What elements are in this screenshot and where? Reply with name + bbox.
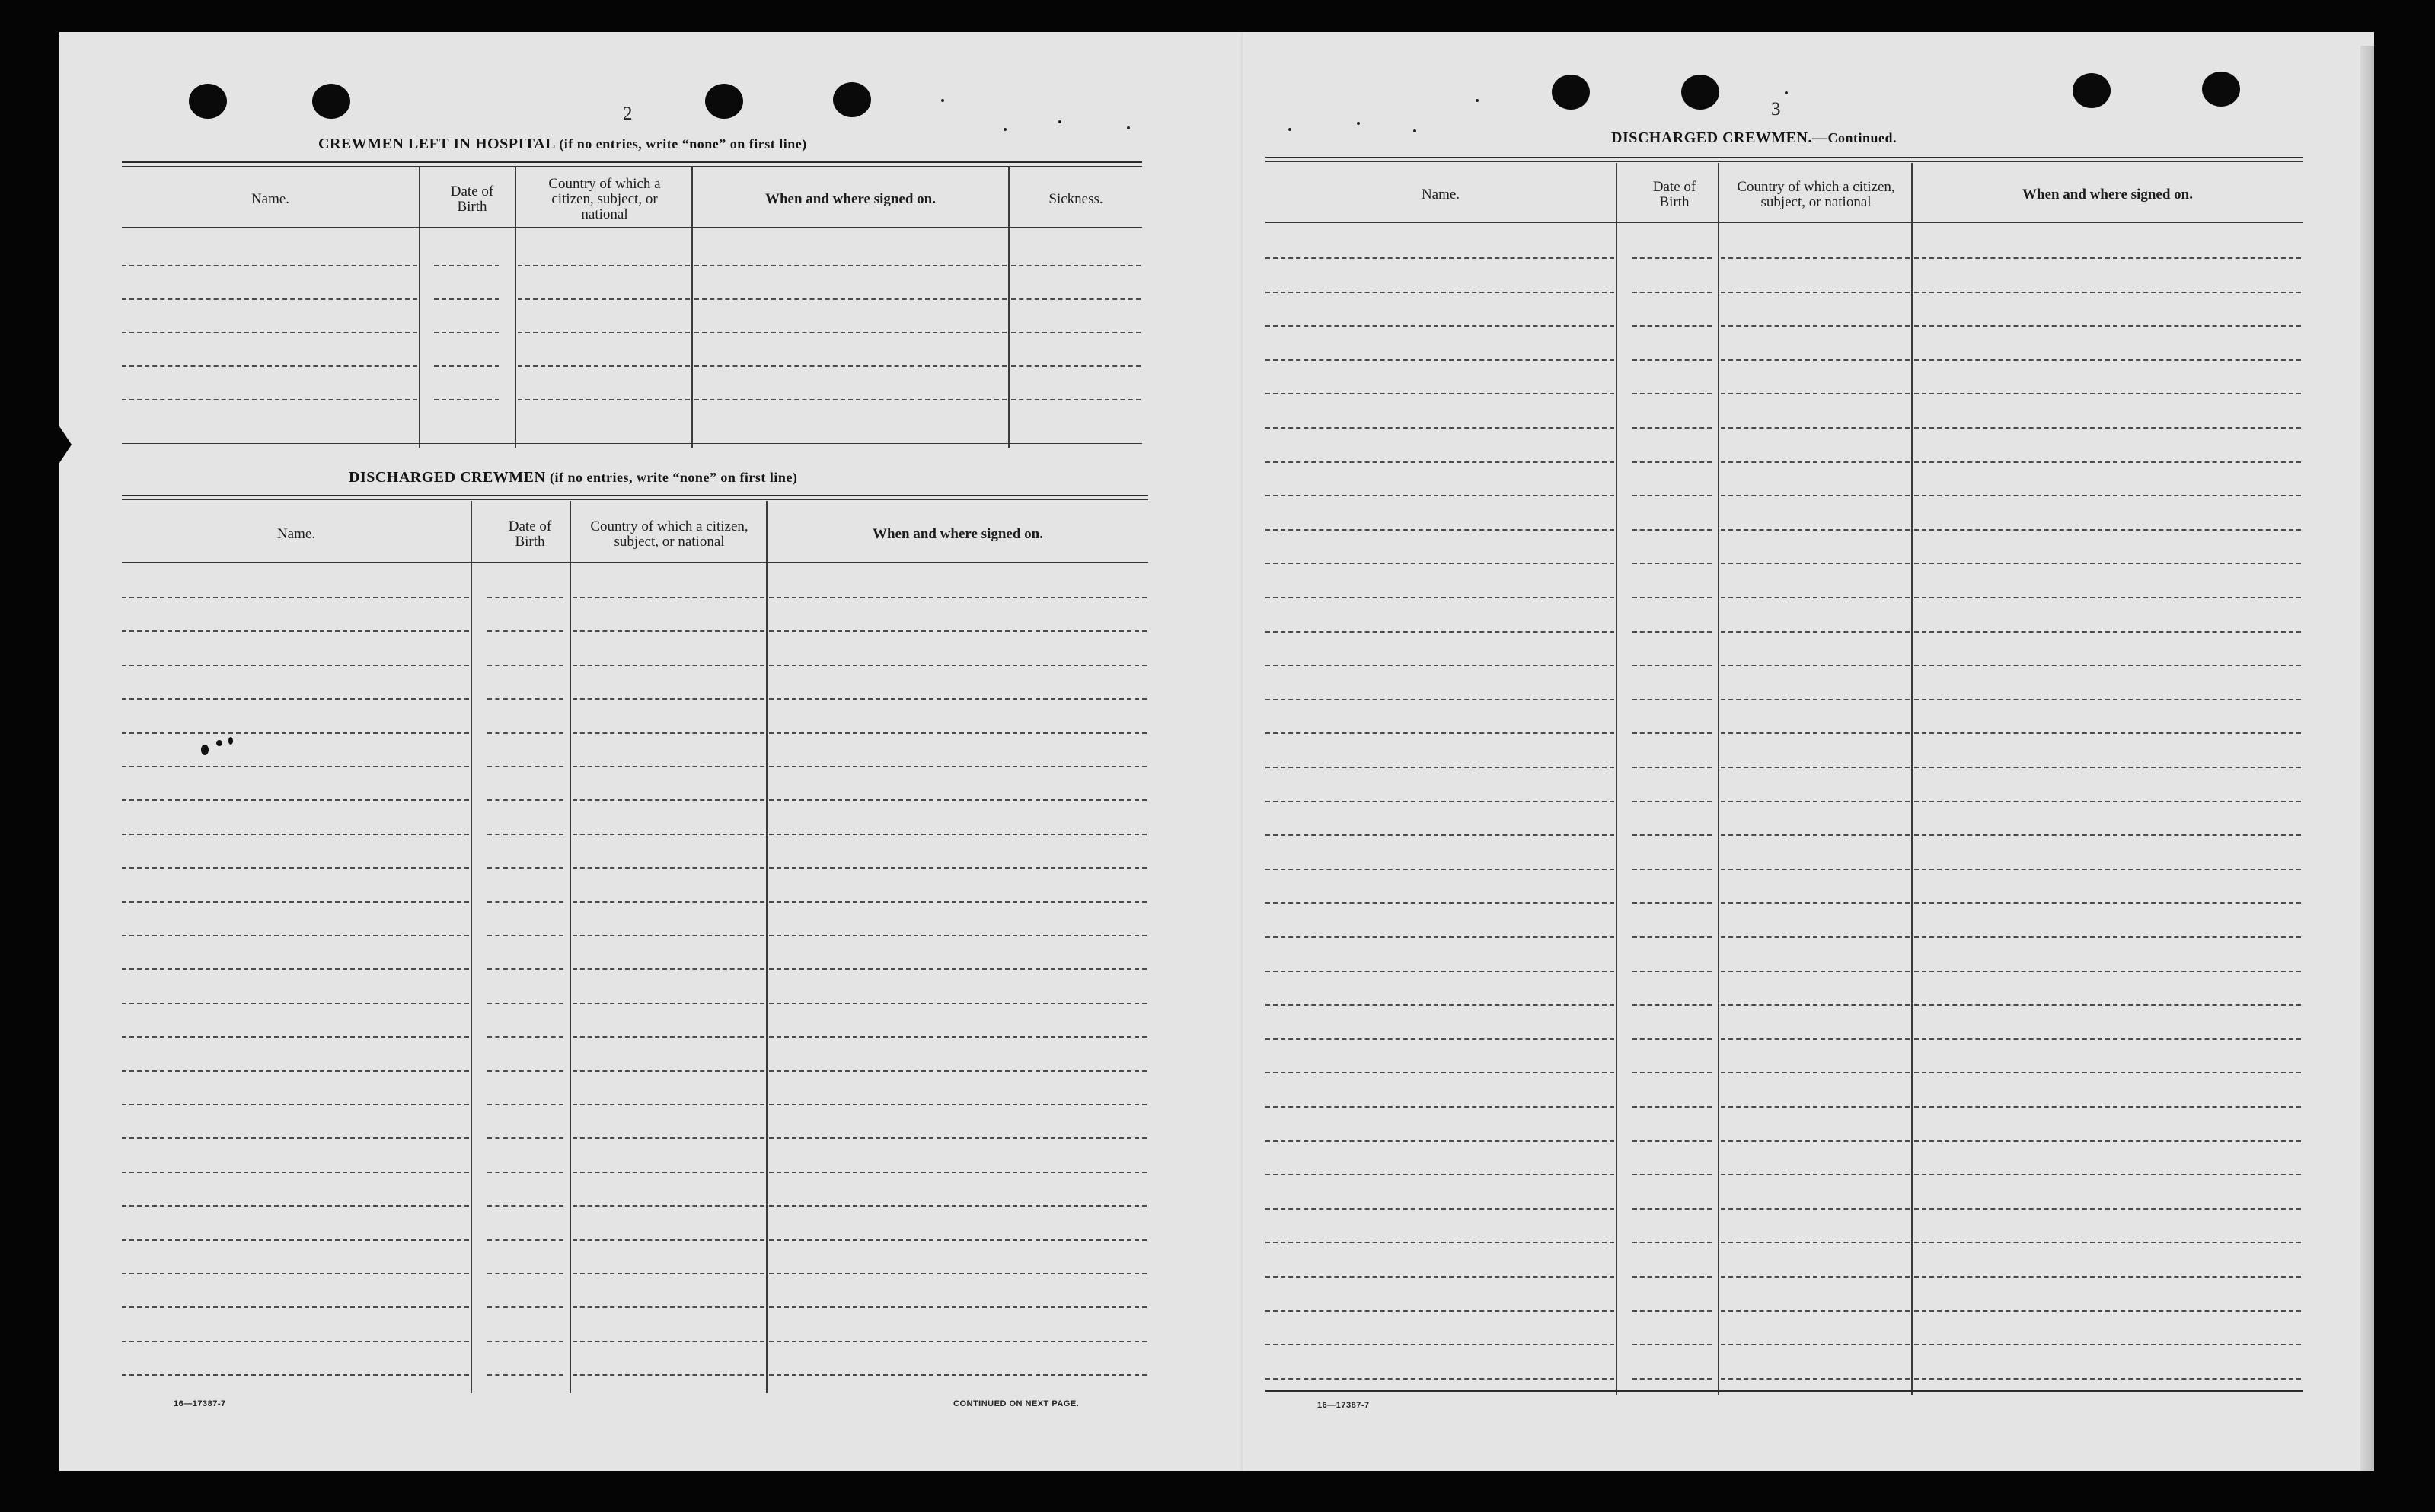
entry-line [1632, 1038, 1712, 1040]
discharged-table-right [1265, 157, 2303, 1395]
entry-line [1721, 665, 1910, 666]
entry-line [1632, 1072, 1712, 1073]
entry-line [1721, 359, 1910, 361]
section-title-text: CREWMEN LEFT IN HOSPITAL [318, 136, 555, 152]
entry-line [1265, 427, 1614, 429]
entry-line [1914, 631, 2301, 633]
entry-line [1632, 1344, 1712, 1345]
entry-line [573, 1137, 764, 1139]
entry-line [1632, 801, 1712, 802]
entry-line [1914, 1208, 2301, 1210]
entry-line [487, 1137, 563, 1139]
entry-line [1914, 563, 2301, 564]
entry-line [573, 766, 764, 767]
entry-line [1721, 325, 1910, 327]
entry-line [1721, 1072, 1910, 1073]
entry-line [573, 630, 764, 632]
column-header-country: Country of which a citizen, subject, or national [1737, 179, 1895, 210]
entry-line [1265, 359, 1614, 361]
entry-line [1265, 699, 1614, 700]
hospital-table [122, 161, 1142, 448]
entry-line [122, 766, 469, 767]
entry-line [487, 935, 563, 936]
page-number-right: 3 [1771, 99, 1781, 120]
speck [1476, 99, 1479, 102]
entry-line [1914, 869, 2301, 870]
entry-line [1265, 1106, 1614, 1108]
entry-line [573, 1172, 764, 1173]
entry-line [769, 1070, 1147, 1072]
entry-line [1632, 971, 1712, 972]
entry-line [122, 1341, 469, 1342]
entry-line [573, 732, 764, 734]
entry-line [1914, 1038, 2301, 1040]
entry-line [1632, 902, 1712, 904]
speck [1785, 91, 1788, 94]
entry-line [1721, 563, 1910, 564]
entry-line [769, 597, 1147, 598]
entry-line [1265, 393, 1614, 394]
entry-line [1265, 936, 1614, 938]
punch-hole [312, 84, 350, 119]
entry-line [769, 1239, 1147, 1241]
entry-line [487, 1341, 563, 1342]
entry-line [1265, 529, 1614, 531]
entry-line [122, 597, 469, 598]
column-header-sickness: Sickness. [1048, 191, 1103, 207]
entry-line [573, 1070, 764, 1072]
entry-line [1914, 732, 2301, 734]
entry-line [1632, 393, 1712, 394]
entry-line [1721, 1344, 1910, 1345]
entry-line [1632, 427, 1712, 429]
entry-line [1632, 869, 1712, 870]
entry-line [1265, 325, 1614, 327]
entry-line [1914, 1174, 2301, 1175]
entry-line [1721, 1208, 1910, 1210]
entry-line [1632, 631, 1712, 633]
entry-line [1721, 1174, 1910, 1175]
entry-line [573, 1205, 764, 1207]
speck [1413, 129, 1416, 132]
entry-line [487, 732, 563, 734]
entry-line [1265, 563, 1614, 564]
entry-line [487, 867, 563, 869]
entry-line [1914, 359, 2301, 361]
entry-line [122, 1036, 469, 1038]
column-header-name: Name. [276, 526, 316, 542]
paper-notch [59, 426, 72, 463]
entry-line [1265, 292, 1614, 293]
entry-line [1721, 257, 1910, 259]
entry-line [1632, 359, 1712, 361]
entry-line [1632, 563, 1712, 564]
entry-line [573, 1036, 764, 1038]
punch-hole [189, 84, 227, 119]
entry-line [769, 1003, 1147, 1004]
entry-line [573, 1239, 764, 1241]
entry-line [1265, 1072, 1614, 1073]
entry-line [1914, 1106, 2301, 1108]
entry-line [487, 1003, 563, 1004]
entry-line [1632, 699, 1712, 700]
entry-line [1914, 257, 2301, 259]
ink-mark [201, 745, 209, 755]
entry-line [769, 867, 1147, 869]
entry-line [769, 1205, 1147, 1207]
entry-line [1914, 495, 2301, 496]
entry-line [1632, 1004, 1712, 1006]
entry-line [1721, 971, 1910, 972]
entry-line [1914, 665, 2301, 666]
entry-line [487, 1036, 563, 1038]
entry-line [1265, 1174, 1614, 1175]
page-fold [1241, 32, 1244, 1471]
entry-line [1914, 292, 2301, 293]
entry-line [1265, 495, 1614, 496]
column-header-date-of-birth: Date of Birth [508, 518, 552, 550]
entry-line [1721, 461, 1910, 463]
entry-line [1721, 1310, 1910, 1312]
entry-line [769, 1104, 1147, 1105]
entry-line [122, 665, 469, 666]
entry-line [487, 766, 563, 767]
entry-line [573, 901, 764, 903]
entry-line [1632, 1276, 1712, 1278]
column-header-signed-on: When and where signed on. [764, 191, 936, 207]
entry-line [487, 1374, 563, 1376]
entry-line [1914, 597, 2301, 598]
entry-line [1265, 801, 1614, 802]
entry-line [769, 1036, 1147, 1038]
entry-line [573, 867, 764, 869]
entry-line [1914, 461, 2301, 463]
entry-line [573, 935, 764, 936]
entry-line [1721, 1038, 1910, 1040]
entry-line [122, 698, 469, 700]
entry-line [122, 799, 469, 801]
entry-line [1914, 1276, 2301, 1278]
punch-hole [833, 82, 871, 117]
entry-line [1632, 1140, 1712, 1142]
speck [941, 99, 944, 102]
entry-line [769, 732, 1147, 734]
entry-line [573, 1306, 764, 1308]
entry-line [122, 1104, 469, 1105]
entry-line [1265, 902, 1614, 904]
entry-line [1721, 631, 1910, 633]
entry-line [573, 834, 764, 835]
speck [1058, 120, 1061, 123]
entry-line [1721, 732, 1910, 734]
entry-line [1914, 325, 2301, 327]
entry-line [1632, 1378, 1712, 1380]
entry-line [1721, 292, 1910, 293]
entry-line [1632, 1174, 1712, 1175]
column-header-country: Country of which a citizen, subject, or national [590, 518, 748, 550]
column-header-date-of-birth: Date of Birth [450, 183, 494, 215]
entry-line [1265, 1242, 1614, 1243]
entry-line [1914, 427, 2301, 429]
entry-line [1632, 325, 1712, 327]
entry-line [1721, 393, 1910, 394]
form-number-left: 16—17387-7 [174, 1399, 226, 1408]
entry-line [122, 1273, 469, 1274]
entry-line [769, 766, 1147, 767]
entry-line [573, 597, 764, 598]
entry-line [1914, 1242, 2301, 1243]
entry-line [1914, 1004, 2301, 1006]
entry-line [573, 1341, 764, 1342]
entry-line [1914, 767, 2301, 768]
entry-line [122, 1070, 469, 1072]
ink-mark [216, 740, 222, 746]
section-title-text: DISCHARGED CREWMEN [349, 469, 546, 486]
entry-line [1914, 393, 2301, 394]
entry-line [1265, 1378, 1614, 1380]
form-number-right: 16—17387-7 [1317, 1401, 1370, 1410]
discharged-table-left [122, 495, 1148, 1393]
entry-line [769, 1306, 1147, 1308]
entry-line [1632, 834, 1712, 836]
entry-line [1265, 1004, 1614, 1006]
entry-line [1721, 936, 1910, 938]
speck [1004, 128, 1007, 131]
entry-line [1632, 257, 1712, 259]
entry-line [122, 1003, 469, 1004]
entry-line [1914, 529, 2301, 531]
punch-hole [1681, 75, 1719, 110]
entry-line [573, 1104, 764, 1105]
entry-line [573, 799, 764, 801]
punch-hole [705, 84, 743, 119]
entry-line [1721, 699, 1910, 700]
entry-line [769, 698, 1147, 700]
entry-line [1914, 1378, 2301, 1380]
entry-line [769, 1341, 1147, 1342]
entry-line [1265, 869, 1614, 870]
entry-line [1632, 665, 1712, 666]
punch-hole [1552, 75, 1590, 110]
entry-line [1721, 801, 1910, 802]
speck [1288, 128, 1291, 131]
entry-line [122, 1306, 469, 1308]
entry-line [1914, 801, 2301, 802]
entry-line [769, 665, 1147, 666]
entry-line [122, 1205, 469, 1207]
section-title-discharged-continued [1611, 129, 1897, 147]
section-title-text: DISCHARGED CREWMEN.— [1611, 129, 1828, 146]
page-number-left: 2 [623, 104, 633, 124]
speck [1127, 126, 1130, 129]
entry-line [769, 1172, 1147, 1173]
entry-line [122, 867, 469, 869]
entry-line [487, 597, 563, 598]
entry-line [487, 968, 563, 970]
punch-hole [2202, 72, 2240, 107]
entry-line [1265, 257, 1614, 259]
entry-line [769, 1374, 1147, 1376]
entry-line [1265, 1038, 1614, 1040]
entry-line [1632, 461, 1712, 463]
entry-line [769, 630, 1147, 632]
entry-line [1632, 1310, 1712, 1312]
entry-line [769, 799, 1147, 801]
entry-line [1721, 902, 1910, 904]
section-instruction: (if no entries, write “none” on first line) [559, 136, 807, 152]
entry-line [122, 834, 469, 835]
column-header-country: Country of which a citizen, subject, or national [548, 176, 661, 222]
entry-line [769, 1137, 1147, 1139]
entry-line [1721, 427, 1910, 429]
entry-line [573, 968, 764, 970]
entry-line [1721, 1378, 1910, 1380]
entry-line [1265, 631, 1614, 633]
entry-line [1632, 292, 1712, 293]
column-header-signed-on: When and where signed on. [2022, 187, 2193, 203]
entry-line [122, 1374, 469, 1376]
sheet-edge [2360, 46, 2374, 1471]
ink-mark [228, 737, 233, 745]
entry-line [122, 630, 469, 632]
entry-line [122, 732, 469, 734]
entry-line [1721, 869, 1910, 870]
entry-line [122, 1137, 469, 1139]
entry-line [487, 630, 563, 632]
entry-line [1632, 1106, 1712, 1108]
entry-line [1721, 1106, 1910, 1108]
entry-line [1265, 665, 1614, 666]
entry-line [1721, 1140, 1910, 1142]
entry-line [1914, 1344, 2301, 1345]
entry-line [1914, 902, 2301, 904]
entry-line [1265, 971, 1614, 972]
entry-line [1265, 732, 1614, 734]
entry-line [1914, 1310, 2301, 1312]
entry-line [1265, 1276, 1614, 1278]
column-header-name: Name. [251, 191, 290, 207]
entry-line [1914, 699, 2301, 700]
entry-line [1914, 1140, 2301, 1142]
entry-line [487, 1205, 563, 1207]
entry-line [1265, 1344, 1614, 1345]
entry-line [769, 901, 1147, 903]
entry-line [487, 1239, 563, 1241]
entry-line [1632, 732, 1712, 734]
entry-line [769, 935, 1147, 936]
entry-line [573, 1374, 764, 1376]
entry-line [769, 1273, 1147, 1274]
entry-line [1632, 767, 1712, 768]
entry-line [573, 698, 764, 700]
entry-line [122, 968, 469, 970]
continued-note: CONTINUED ON NEXT PAGE. [953, 1399, 1080, 1408]
entry-line [487, 1104, 563, 1105]
section-instruction: (if no entries, write “none” on first line) [549, 470, 798, 485]
entry-line [487, 1172, 563, 1173]
entry-line [487, 1306, 563, 1308]
entry-line [1721, 495, 1910, 496]
entry-line [1914, 1072, 2301, 1073]
section-title-hospital [318, 136, 807, 153]
section-title-suffix: Continued. [1827, 130, 1897, 145]
entry-line [1721, 834, 1910, 836]
entry-line [122, 901, 469, 903]
entry-line [487, 1070, 563, 1072]
entry-line [487, 799, 563, 801]
entry-line [122, 1172, 469, 1173]
entry-line [487, 698, 563, 700]
entry-line [1721, 767, 1910, 768]
entry-line [769, 968, 1147, 970]
entry-line [122, 1239, 469, 1241]
entry-line [1632, 936, 1712, 938]
entry-line [573, 665, 764, 666]
entry-line [1265, 1208, 1614, 1210]
column-header-date-of-birth: Date of Birth [1652, 179, 1696, 210]
entry-line [122, 935, 469, 936]
entry-line [1632, 597, 1712, 598]
entry-line [573, 1003, 764, 1004]
punch-hole [2073, 73, 2111, 108]
entry-line [487, 1273, 563, 1274]
entry-line [1632, 1242, 1712, 1243]
speck [1357, 122, 1360, 125]
entry-line [1721, 1276, 1910, 1278]
entry-line [487, 834, 563, 835]
entry-line [1721, 597, 1910, 598]
column-header-signed-on: When and where signed on. [872, 526, 1043, 542]
entry-line [1632, 495, 1712, 496]
entry-line [573, 1273, 764, 1274]
entry-line [1721, 1004, 1910, 1006]
column-header-name: Name. [1421, 187, 1460, 203]
entry-line [487, 901, 563, 903]
entry-line [1632, 529, 1712, 531]
entry-line [1265, 597, 1614, 598]
entry-line [1632, 1208, 1712, 1210]
entry-line [1265, 834, 1614, 836]
entry-line [1721, 1242, 1910, 1243]
entry-line [1265, 1140, 1614, 1142]
entry-line [1914, 936, 2301, 938]
entry-line [1914, 834, 2301, 836]
entry-line [1265, 461, 1614, 463]
entry-line [1265, 1310, 1614, 1312]
entry-line [1265, 767, 1614, 768]
entry-line [487, 665, 563, 666]
entry-line [769, 834, 1147, 835]
entry-line [1721, 529, 1910, 531]
entry-line [1914, 971, 2301, 972]
section-title-discharged [349, 469, 797, 486]
